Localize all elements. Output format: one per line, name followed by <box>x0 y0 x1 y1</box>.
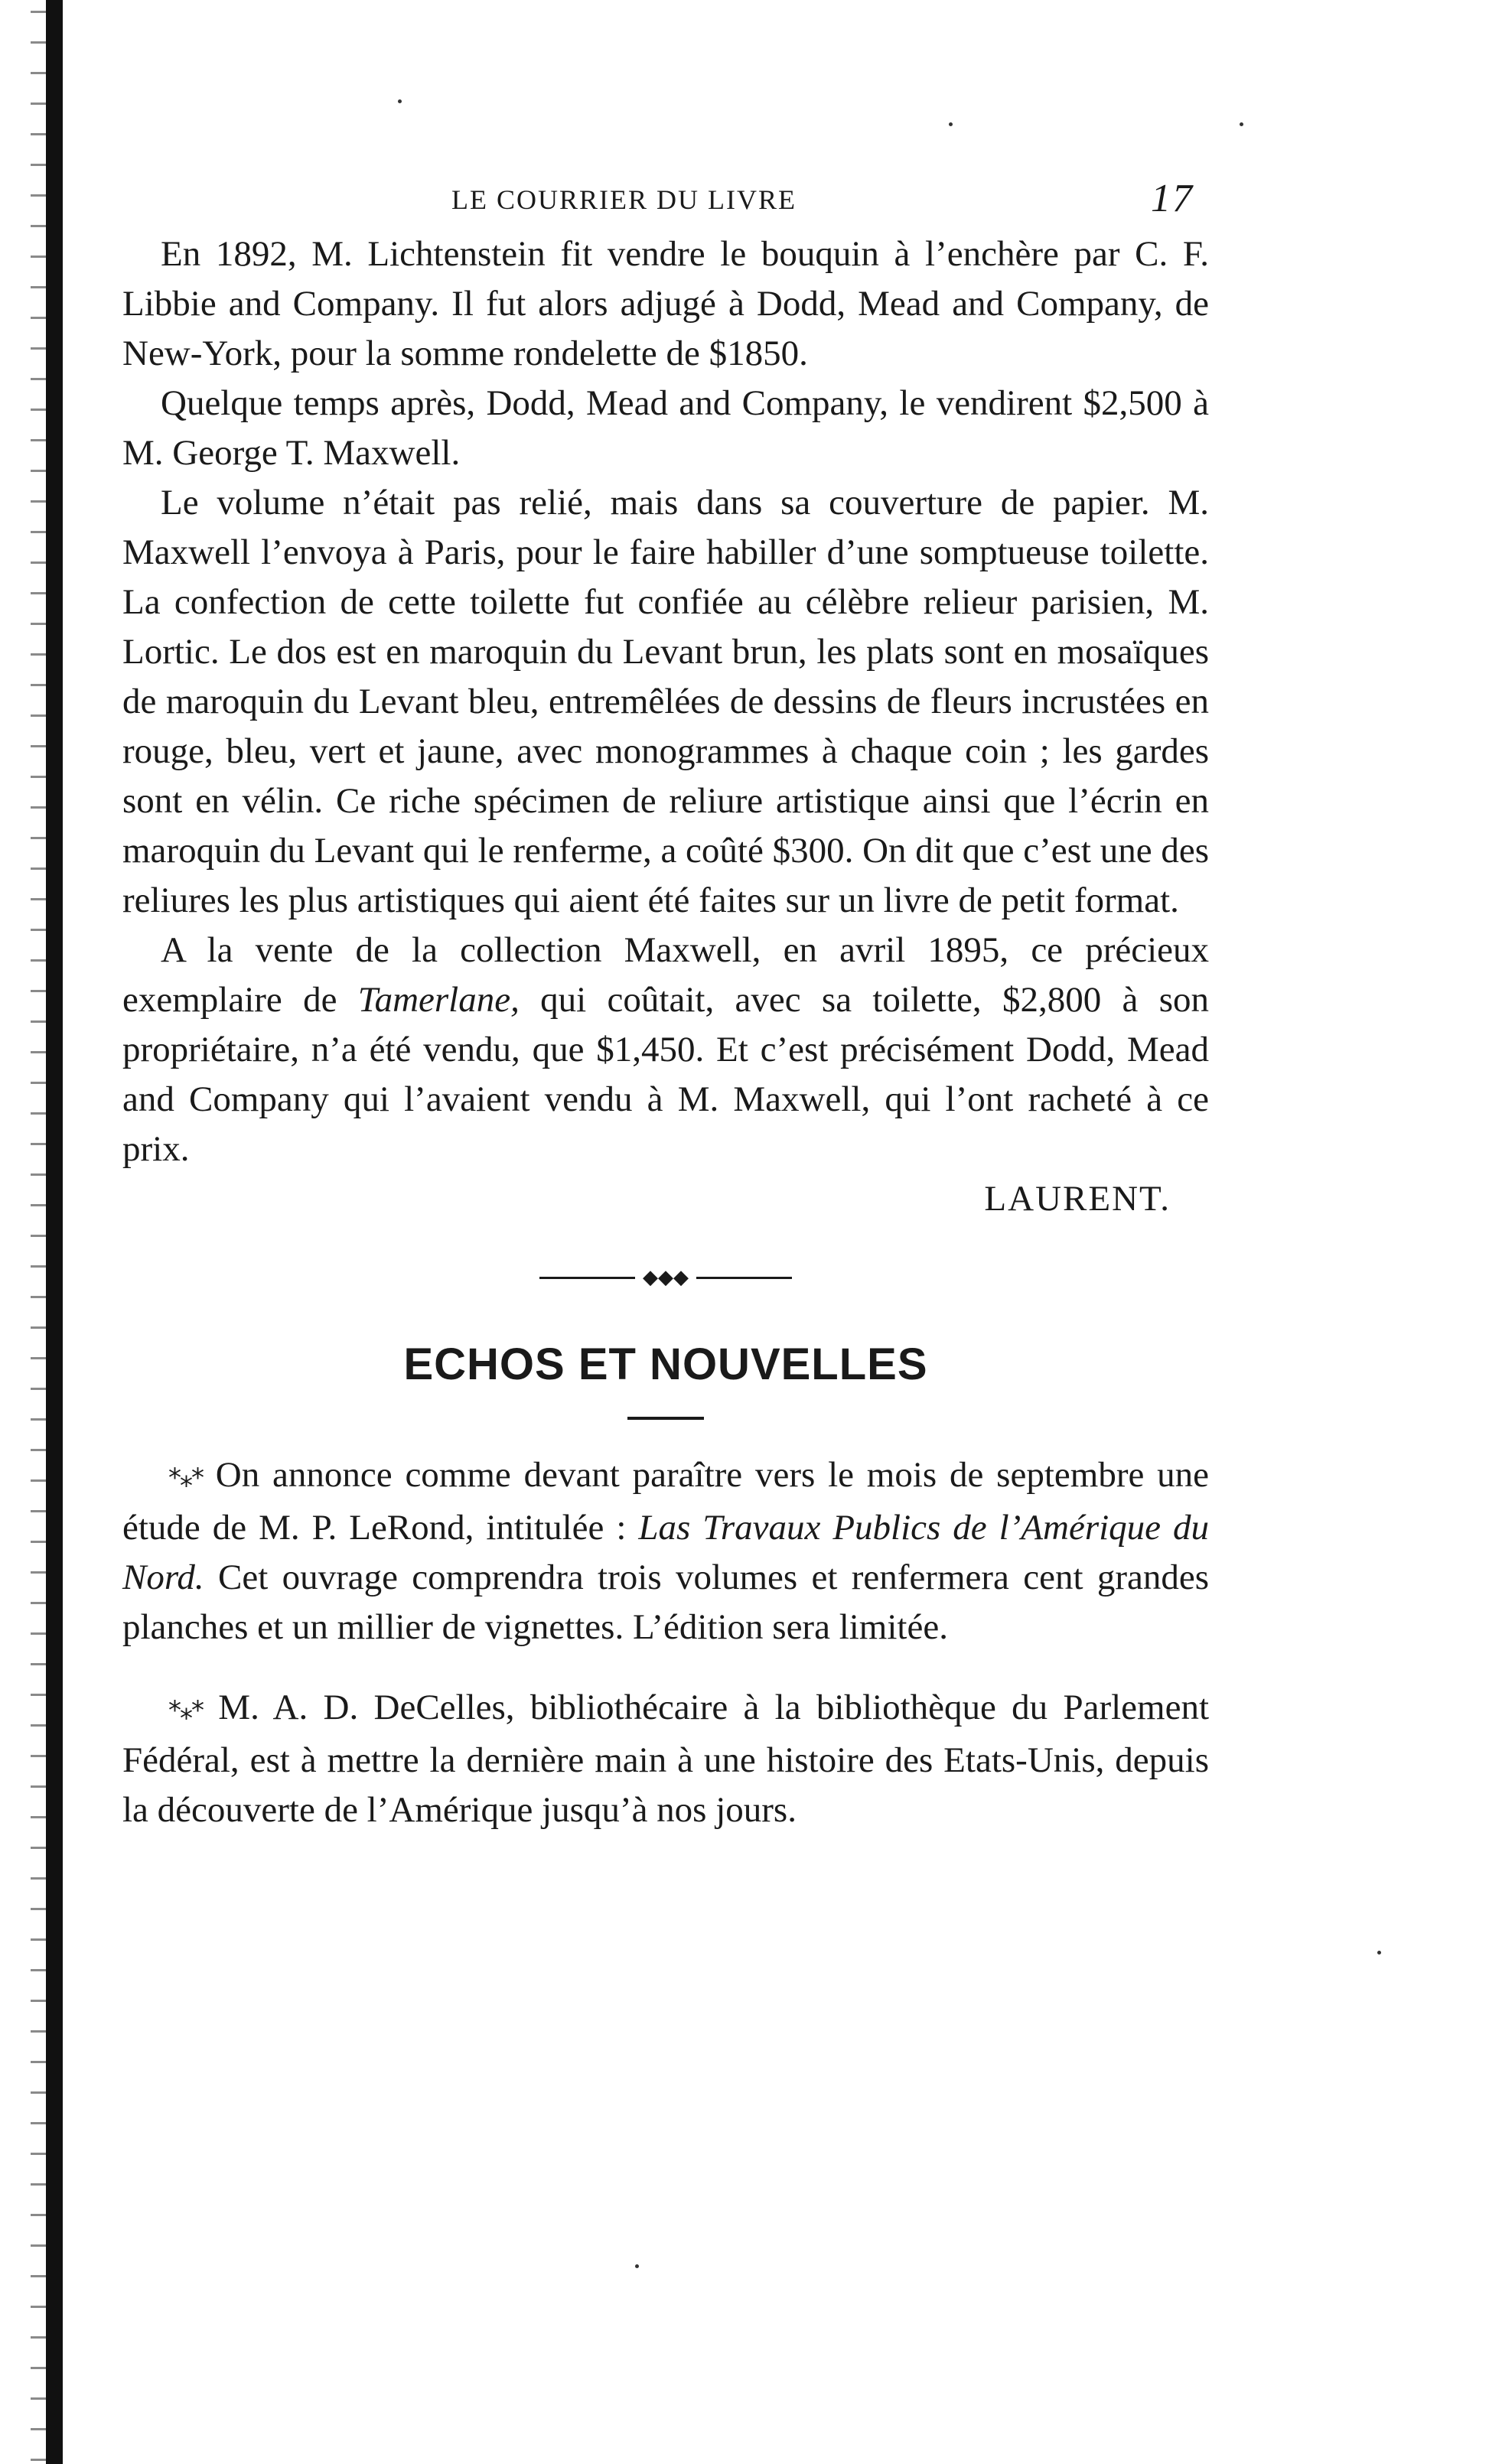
section-divider-ornament <box>539 1266 792 1289</box>
print-speck <box>1240 122 1243 126</box>
news-note <box>122 1450 1209 1652</box>
news-note <box>122 1683 1209 1835</box>
article-paragraph: En 1892, M. Lichtenstein fit vendre le bouquin à l’enchère par C. F. Libbie and Company. Il fut alors adjugé à Dodd, Mead and Company, de New-York, pour la somme rondelette de $1850. <box>122 234 1209 373</box>
print-speck <box>398 99 402 103</box>
asterism-icon: *⁎* <box>168 1695 203 1726</box>
section-title: ECHOS ET NOUVELLES <box>403 1339 928 1389</box>
news-notes <box>122 1450 1209 1835</box>
article-paragraph: Quelque temps après, Dodd, Mead and Company, le vendirent $2,500 à M. George T. Maxwell. <box>122 383 1209 473</box>
book-spine <box>46 0 63 2464</box>
paragraph-text: A la vente de la collection Maxwell, en avril 1895, ce précieux exemplaire de <box>122 930 1209 1020</box>
article-paragraph <box>122 926 1209 1174</box>
note-text: M. A. D. DeCelles, bibliothécaire à la bibliothèque du Parlement Fédéral, est à mettre la dernière main à une histoire des Etats-Unis, depuis la découverte de l’Amérique jusqu’à nos jours. <box>122 1688 1209 1830</box>
article-body <box>122 229 1209 1224</box>
publication-title-italic: Las Travaux Publics de l’Amérique du Nord. <box>122 1508 1209 1597</box>
book-spine-edge <box>31 0 46 2464</box>
ornament-line <box>696 1277 792 1279</box>
ornament-diamonds: ◆◆◆ <box>643 1266 689 1289</box>
book-page <box>122 176 1209 1835</box>
author-signature: LAURENT. <box>984 1179 1171 1219</box>
paragraph-text: qui coûtait, avec sa toilette, $2,800 à son propriétaire, n’a été vendu, que $1,450. Et c’est précisément Dodd, Mead and Company qui l’avaient vendu à M. Maxwell, qui l’ont racheté à ce prix. <box>122 980 1209 1169</box>
print-speck <box>949 122 953 126</box>
book-title-italic: Tamerlane, <box>357 980 520 1020</box>
page-number: 17 <box>1151 177 1194 220</box>
note-text: Cet ouvrage comprendra trois volumes et renfermera cent grandes planches et un millier de vignettes. L’édition sera limitée. <box>122 1557 1209 1647</box>
running-title: LE COURRIER DU LIVRE <box>451 184 797 215</box>
print-speck <box>1377 1951 1381 1955</box>
print-speck <box>635 2264 639 2268</box>
article-paragraph: Le volume n’était pas relié, mais dans sa couverture de papier. M. Maxwell l’envoya à Paris, pour le faire habiller d’une somptueuse toilette. La confection de cette toilette fut confiée au célèbre relieur parisien, M. Lortic. Le dos est en maroquin du Levant brun, les plats sont en mosaïques de maroquin du Levant bleu, entremêlées de dessins de fleurs incrustées en rouge, bleu, vert et jaune, avec monogrammes à chaque coin ; les gardes sont en vélin. Ce riche spécimen de reliure artistique ainsi que l’écrin en maroquin du Levant qui le renferme, a coûté $300. On dit que c’est une des reliures les plus artistiques qui aient été faites sur un livre de petit format. <box>122 483 1209 920</box>
note-text: On annonce comme devant paraître vers le mois de septembre une étude de M. P. LeRond, intitulée : <box>122 1455 1209 1548</box>
asterism-icon: *⁎* <box>168 1463 203 1493</box>
page-header <box>122 176 1209 229</box>
title-rule <box>627 1417 704 1420</box>
